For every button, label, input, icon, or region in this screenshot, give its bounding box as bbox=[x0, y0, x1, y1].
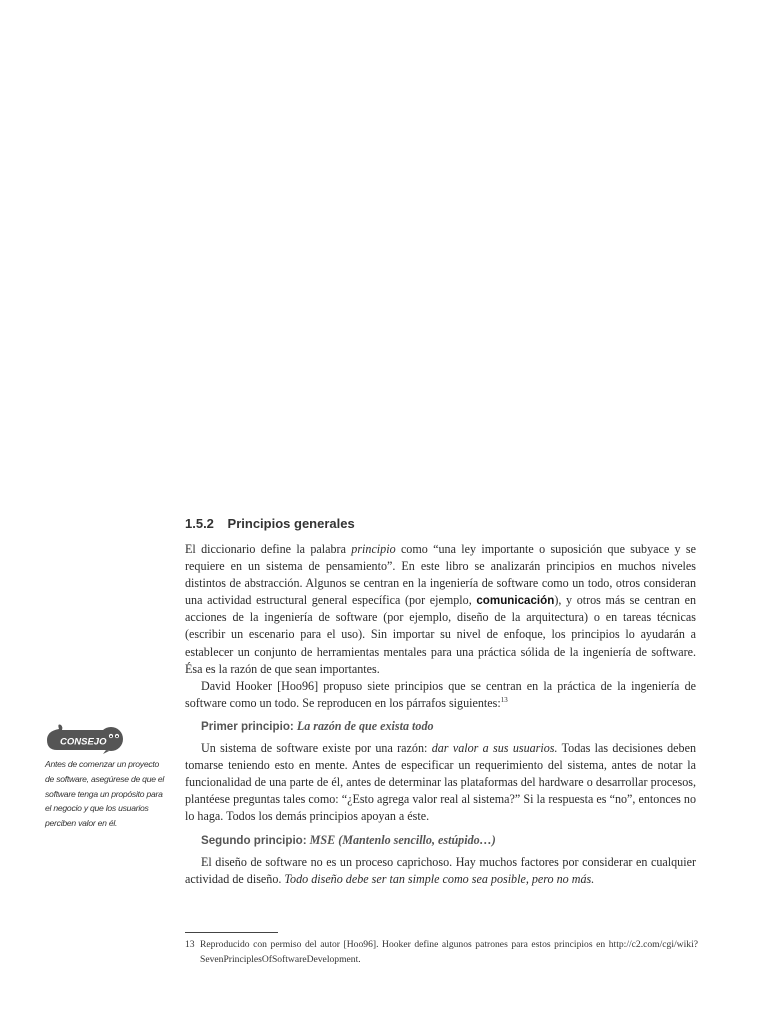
term-principio: principio bbox=[351, 542, 396, 556]
para1-text-a: El diccionario define la palabra bbox=[185, 542, 352, 556]
principle-1-heading bbox=[185, 718, 696, 735]
paragraph-2 bbox=[185, 678, 696, 712]
principle-1-emphasis: dar valor a sus usuarios. bbox=[431, 741, 558, 756]
principle-1-title: La razón de que exista todo bbox=[296, 718, 434, 733]
footnote-number: 13 bbox=[185, 939, 195, 950]
paragraph-1 bbox=[185, 541, 696, 678]
principle-1-label: Primer principio: bbox=[201, 719, 294, 733]
footnote-reference: 13 bbox=[500, 695, 508, 704]
para1-text-b: como “una ley importante o suposición que subyace y se requiere en un sistema de pensamiento”. En este libro se analizarán principios en muchos niveles distintos de abstracción. Algunos se centran en la ingeniería de software como un todo, otros consideran una actividad estructural general específica (por ejemplo, bbox=[185, 542, 696, 608]
principle-2-heading bbox=[185, 832, 696, 849]
footnote-text: Reproducido con permiso del autor [Hoo96]. Hooker define algunos patrones para estos principios en http://c2.com/cgi/wiki?SevenPrinciplesOfSoftwareDevelopment. bbox=[200, 939, 698, 965]
section-number: 1.5.2 bbox=[185, 516, 214, 531]
footnote-divider bbox=[185, 932, 278, 933]
section-heading bbox=[185, 516, 705, 531]
tip-text: Antes de comenzar un proyecto de software, asegúrese de que el software tenga un propósito para el negocio y que los usuarios perciben valor en él. bbox=[45, 759, 165, 829]
tip-sidebar bbox=[45, 723, 169, 831]
principle-2-title: MSE (Mantenlo sencillo, estúpido…) bbox=[309, 832, 496, 847]
principle-2-text-a: El diseño de software no es un proceso caprichoso. Hay muchos factores por considerar en cualquier actividad de diseño. bbox=[185, 854, 696, 886]
section-title: Principios generales bbox=[227, 516, 355, 531]
consejo-badge bbox=[45, 723, 127, 755]
para2-text: David Hooker [Hoo96] propuso siete principios que se centran en la práctica de la ingeniería de software como un todo. Se reproducen en los párrafos siguientes: bbox=[185, 678, 696, 710]
principle-2-paragraph bbox=[185, 854, 696, 888]
principle-2-label: Segundo principio: bbox=[201, 833, 307, 847]
principle-1-text-b: Todas las decisiones deben tomarse teniendo esto en mente. Antes de especificar un requerimiento del sistema, antes de notar la funcionalidad de una parte de él, antes de determinar las plataformas del hardware o desarrollar procesos, plantéese preguntas tales como: “¿Esto agrega valor real al sistema?” Si la respuesta es “no”, entonces no lo haga. Todos los demás principios apoyan a éste. bbox=[185, 741, 696, 824]
consejo-label: CONSEJO bbox=[60, 736, 107, 748]
body-text bbox=[185, 541, 696, 888]
principle-1-paragraph bbox=[185, 740, 696, 825]
footnote bbox=[185, 937, 698, 967]
consejo-badge-icon bbox=[45, 723, 127, 755]
term-comunicacion: comunicación bbox=[476, 594, 555, 608]
para1-text-c: ), y otros más se centran en acciones de la ingeniería de software (por ejemplo, diseño de la arquitectura) o en tareas técnicas (escribir un escenario para el uso). Sin importar su nivel de enfoque, los principios lo ayudarán a establecer un conjunto de herramientas mentales para una práctica sólida de la ingeniería de software. Ésa es la razón de que sean importantes. bbox=[185, 593, 696, 676]
principle-2-emphasis: Todo diseño debe ser tan simple como sea posible, pero no más. bbox=[284, 871, 595, 886]
principle-1-text-a: Un sistema de software existe por una razón: bbox=[201, 741, 432, 756]
